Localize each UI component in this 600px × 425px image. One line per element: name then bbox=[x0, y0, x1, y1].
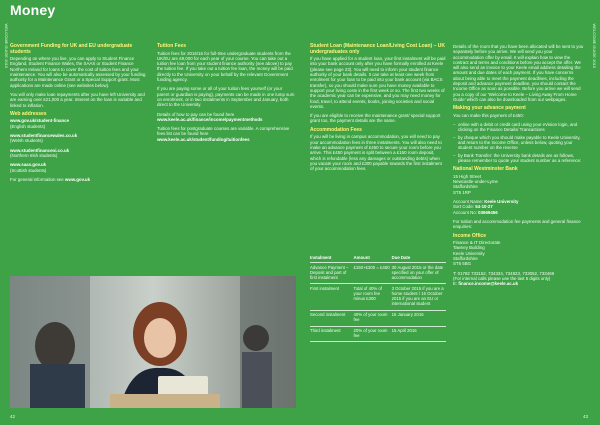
table-cell: 3 October 2015 if you are a home student / 16 October 2015 if you are an EU or international student bbox=[392, 284, 446, 310]
table-cell: 20% of your room fee bbox=[354, 326, 392, 342]
paragraph: If you will be living in campus accommodation, you will need to pay your accommodation fees in three instalments. You will also need to make an advance payment of £450 to secure your room before you arrive. This £450 payment is split between a £150 room deposit, which is refundable (less any damages or outstanding debts) when you vacate your room and £300 payable towards the first instalment of your accommodation fees. bbox=[310, 134, 442, 172]
link-student-finance-england[interactable]: www.gov.uk/student-finance bbox=[10, 118, 70, 124]
table-cell: First instalment bbox=[310, 284, 354, 310]
table-row bbox=[310, 284, 446, 310]
table-cell: 40% of your room fee bbox=[354, 310, 392, 326]
internal-note: (For internal calls please use the last 5 digits only) bbox=[453, 275, 551, 281]
account-name: Keele University bbox=[484, 199, 519, 205]
table-cell: Total of 40% of your room fee minus £300 bbox=[354, 284, 392, 310]
address-line: Newcastle-under-Lyme bbox=[453, 179, 498, 185]
payment-options-list bbox=[453, 122, 584, 163]
table-row bbox=[310, 263, 446, 284]
advance-payment-heading: Making your advance payment bbox=[453, 105, 526, 112]
student-photo bbox=[10, 276, 296, 408]
column-header: Amount bbox=[354, 254, 392, 263]
paragraph: If you are eligible to receive the maintenance grant/ special support grant too, the payment details are the same. bbox=[310, 113, 441, 124]
account-number: 03669456 bbox=[478, 209, 498, 215]
bank-address bbox=[453, 174, 584, 195]
address-line: 15 High Street bbox=[453, 173, 482, 179]
instalment-table bbox=[310, 254, 446, 342]
section-heading: Student Loan (Maintenance Loan/Living Cost Loan) – UK undergraduates only bbox=[310, 43, 446, 55]
contact-info bbox=[453, 271, 584, 287]
list-item: – online with a debit or credit card using your eVision login, and clicking on the Finance Details/ Transactions bbox=[453, 122, 584, 133]
address-line: ST5 5BG bbox=[453, 261, 472, 267]
government-funding-section bbox=[10, 44, 146, 186]
table-cell: 15 April 2016 bbox=[392, 326, 446, 342]
table-row bbox=[310, 310, 446, 326]
link-note: (Northern Irish students) bbox=[10, 152, 58, 158]
link-student-finance-wales[interactable]: www.studentfinancewales.co.uk bbox=[10, 133, 78, 139]
paragraph: Details of the room that you have been allocated will be sent to you separately before you arrive. We will send you your accommodation offer by email. It will explain how to view the contract and terms and conditions before you accept the offer. We will also send an invoice to your Keele email address detailing the amount and due dates of each payment. If you have concerns about being able to meet the payment deadlines, including the deposit and advance payment deadline, you should contact the Income Office as soon as possible. Before you arrive we will send you a copy of our 'Welcome to Keele – Living Away From Home Guide' which can also be downloaded from our webpages. bbox=[453, 44, 584, 102]
side-tab-left: WELCOME GUIDE 2015 bbox=[4, 23, 9, 68]
paragraph: Tuition fees for 2015/16 for full-time undergraduate students from the UK/EU are £9,000 for each year of your course. You can take out a tuition fee loan from your student finance authority (see above) to pay the tuition fee. If you take out a tuition fee loan, the money will be paid directly to the University on your behalf by the relevant Government funding agency. bbox=[157, 50, 293, 83]
table-cell: Advance Payment – Deposit and part of first instalment bbox=[310, 263, 354, 284]
bank-heading: National Westminster Bank bbox=[453, 166, 518, 173]
section-heading: Tuition Fees bbox=[157, 43, 187, 49]
table-cell: Second instalment bbox=[310, 310, 354, 326]
link-saas[interactable]: www.saas.gov.uk bbox=[10, 162, 47, 168]
address-line: Staffordshire bbox=[453, 184, 478, 190]
office-address bbox=[453, 240, 584, 266]
address-line: Keele University bbox=[453, 250, 485, 256]
web-addresses-heading: Web addresses bbox=[10, 110, 47, 117]
paragraph: Details of how to pay can be found here bbox=[157, 111, 235, 117]
account-name-label: Account Name: bbox=[453, 199, 485, 205]
address-line: Tawney Building bbox=[453, 245, 485, 251]
list-item: – by cheque which you should make payable to Keele University, and return to the Income Office, unless below, quoting your student number on the reverse bbox=[453, 135, 584, 151]
bank-details bbox=[453, 199, 584, 215]
payment-details-section bbox=[453, 44, 584, 290]
table-cell: £150+£300 = £450 bbox=[354, 263, 392, 284]
paragraph: If you have applied for a student loan, your first instalment will be paid into your bank account only after you have formally enrolled at Keele (please see page 23). You will need to inform your student finance authority of your bank details. It can take at least one week from enrolment for your loan to be paid into your bank account (via BACS transfer), so you should make sure you have money available to support your living costs in the first week or so. The first two weeks of the academic year can be expensive, and you may need money for food, travel, to attend events, books, joining societies and social events. bbox=[310, 56, 446, 109]
paragraph: For tuition and accommodation fee payments and general finance enquiries: bbox=[453, 218, 581, 230]
email-link[interactable]: finance.income@keele.ac.uk bbox=[458, 281, 519, 287]
income-office-heading: Income Office bbox=[453, 232, 487, 239]
column-header: Due Date bbox=[392, 254, 446, 263]
link-student-finance-ni[interactable]: www.studentfinanceni.co.uk bbox=[10, 147, 70, 153]
table-cell: Third instalment bbox=[310, 326, 354, 342]
paragraph: If you are paying some or all of your tuition fees yourself (or your parent or guardian is paying), payments can be made in one lump sum on enrolment, or in two instalments in September and January, both direct to the University. bbox=[157, 86, 295, 108]
page-title: Money bbox=[10, 2, 56, 18]
link-note: (Scottish students) bbox=[10, 167, 47, 173]
list-item: – by Bank Transfer: the University bank details are as follows, please remember to quote your student number as a reference: bbox=[453, 153, 584, 164]
side-tab-right: WELCOME GUIDE 2015 bbox=[592, 23, 597, 68]
paragraph: You will only make loan repayments after you have left University and are earning over £21,000 a year. Interest on the loan is variable and linked to inflation. bbox=[10, 91, 145, 108]
section-heading: Government Funding for UK and EU undergraduate students bbox=[10, 43, 133, 55]
table-header-row bbox=[310, 254, 446, 263]
general-info-text: For general information see bbox=[10, 176, 65, 182]
link-note: (English students) bbox=[10, 123, 46, 129]
link-gov-uk[interactable]: www.gov.uk bbox=[64, 176, 91, 182]
sort-code-label: Sort Code: bbox=[453, 204, 476, 210]
table-row bbox=[310, 326, 446, 342]
link-payment-methods[interactable]: www.keele.ac.uk/finance/income/paymentmethods bbox=[157, 116, 263, 122]
column-header: Instalment bbox=[310, 254, 354, 263]
web-links-list bbox=[10, 118, 146, 182]
page-number-right: 43 bbox=[582, 414, 588, 419]
accommodation-heading: Accommodation Fees bbox=[310, 126, 362, 133]
address-line: Finance & IT Directorate bbox=[453, 240, 501, 246]
link-tuition-fees[interactable]: www.keele.ac.uk/student/funding/tuitionfees bbox=[157, 136, 250, 142]
link-note: (Welsh students) bbox=[10, 138, 43, 144]
account-number-label: Account No: bbox=[453, 209, 479, 215]
paragraph: You can make this payment of £450: bbox=[453, 112, 524, 118]
table-cell: 30 August 2015 or the date specified on your offer of accommodation bbox=[392, 263, 446, 284]
paragraph: Depending on where you live, you can apply to Student Finance England, Student Finance Wales, the SAAS or Student Finance Northern Ireland for loans to cover the cost of tuition fees and your maintenance. You will also be automatically assessed by your funding authority for a Maintenance Grant or a Special Support grant. Most applications are made online (see websites below). bbox=[10, 56, 146, 88]
page-number-left: 42 bbox=[10, 414, 16, 419]
tuition-fees-section bbox=[157, 44, 295, 146]
table-cell: 15 January 2016 bbox=[392, 310, 446, 326]
paragraph: Tuition fees for postgraduate courses are variable. A comprehensive fees list can be found here bbox=[157, 126, 290, 137]
address-line: ST5 1RP bbox=[453, 189, 471, 195]
student-loan-section bbox=[310, 44, 446, 175]
sort-code: 54-10-27 bbox=[475, 204, 493, 210]
student-photo-image bbox=[10, 276, 296, 408]
address-line: Staffordshire bbox=[453, 255, 478, 261]
email-label: E: bbox=[453, 281, 459, 287]
telephone: T: 01782 733152, 734334, 734823, 733052, 733469 bbox=[453, 270, 555, 276]
